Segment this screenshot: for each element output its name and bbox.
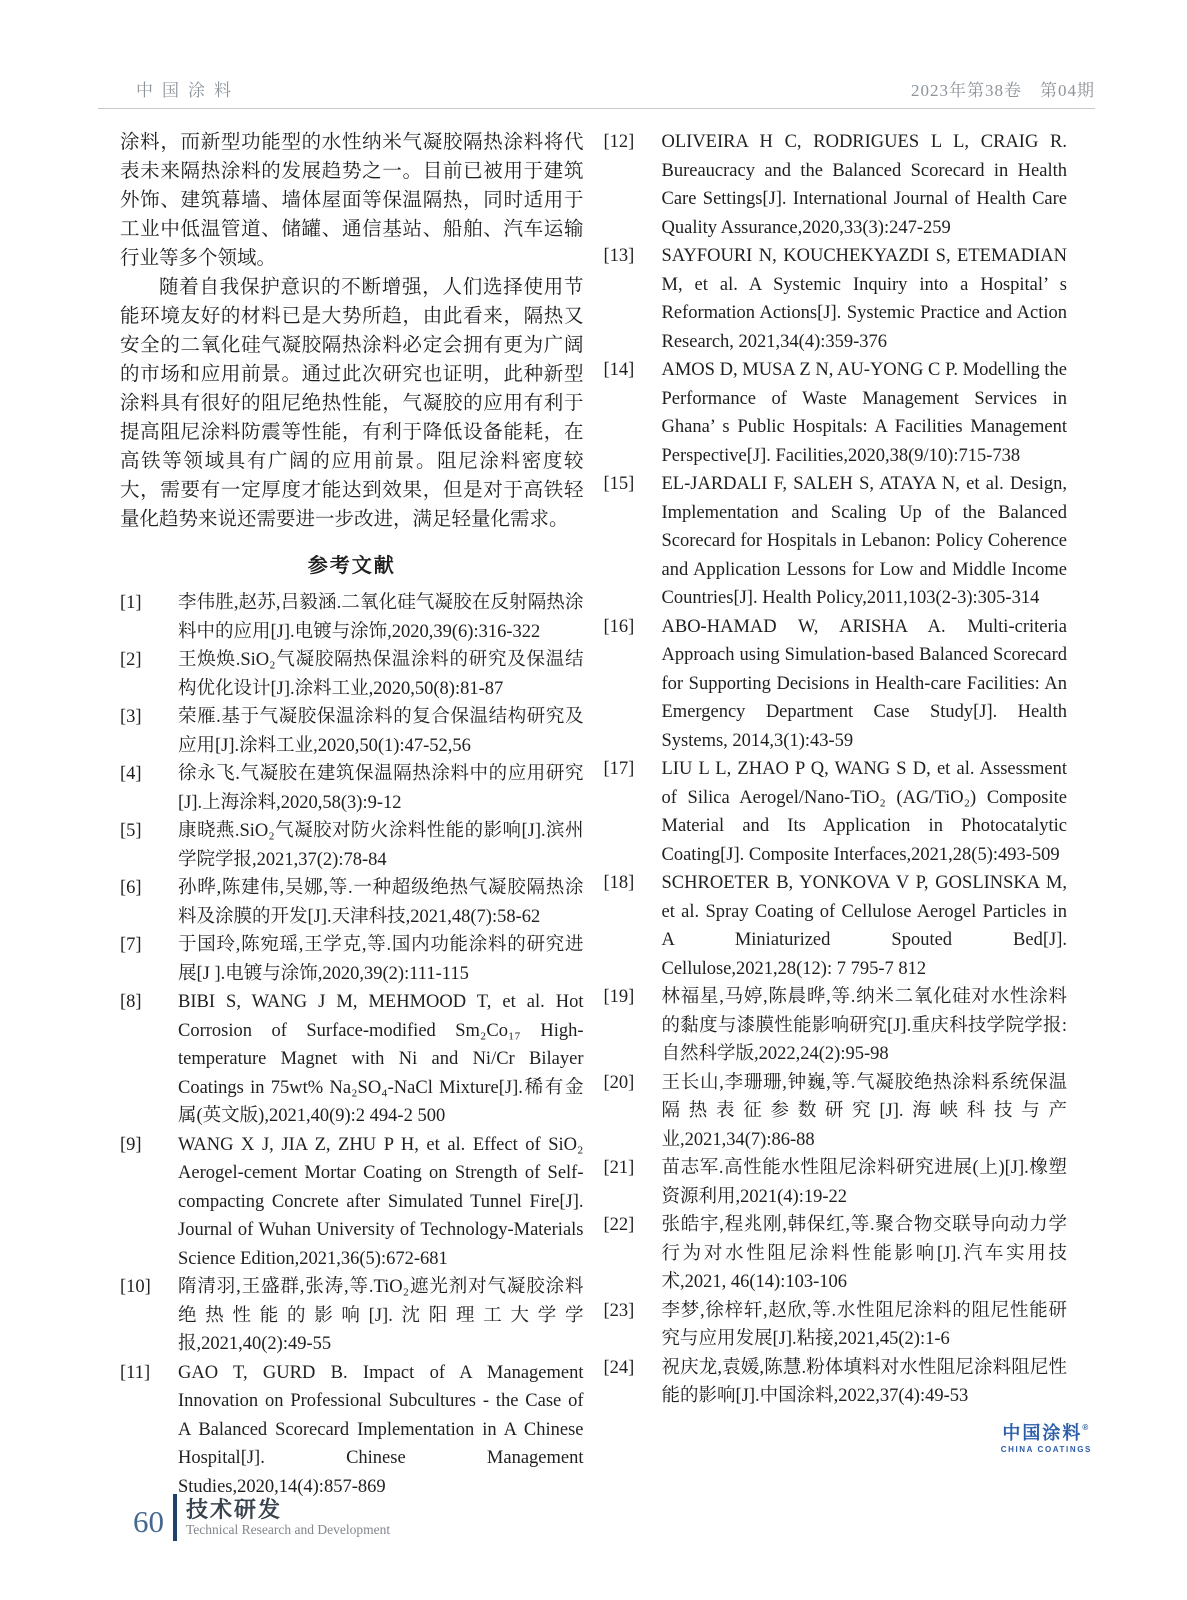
reference-number: [8] [120,992,142,1012]
reference-text: 祝庆龙,袁媛,陈慧.粉体填料对水性阻尼涂料阻尼性能的影响[J].中国涂料,2022,37(4):49-53 [661,1357,1067,1406]
reference-item [604,613,1068,756]
reference-number: [10] [120,1277,151,1297]
reference-item [120,760,584,817]
reference-item [120,817,584,874]
reference-item [120,1131,584,1274]
reference-item [604,983,1068,1069]
reference-number: [11] [120,1362,151,1383]
reference-item [604,128,1068,242]
body-paragraph-2: 随着自我保护意识的不断增强，人们选择使用节能环境友好的材料已是大势所趋，由此看来，隔热又安全的二氧化硅气凝胶隔热涂料必定会拥有更为广阔的市场和应用前景。通过此次研究也证明，此种新型涂料具有很好的阻尼绝热性能，气凝胶的应用有利于提高阻尼涂料防震等性能，有利于降低设备能耗，在高铁等领域具有广阔的应用前景。阻尼涂料密度较大，需要有一定厚度才能达到效果，但是对于高铁轻量化趋势来说还需要进一步改进，满足轻量化需求。 [120,277,584,530]
reference-text: 李梦,徐梓轩,赵欣,等.水性阻尼涂料的阻尼性能研究与应用发展[J].粘接,2021,45(2):1-6 [661,1300,1067,1349]
reference-number: [23] [603,1300,635,1321]
reference-text: AMOS D, MUSA Z N, AU-YONG C P. Modelling the Performance of Waste Management Services in Ghana’ s Public Hospitals: A Facilities Management Perspective[J]. Facilities,2020,38(9/10):715-738 [661,360,1067,466]
reference-number: [9] [120,1134,142,1155]
reference-text: 隋清羽,王盛群,张涛,等.TiO₂遮光剂对气凝胶涂料绝热性能的影响[J].沈阳理工大学学报,2021,40(2):49-55 [178,1277,584,1354]
reference-text: 李伟胜,赵苏,吕毅涵.二氧化硅气凝胶在反射隔热涂料中的应用[J].电镀与涂饰,2020,39(6):316-322 [178,593,584,642]
page-header [98,76,1095,109]
reference-item [604,869,1068,983]
reference-text: BIBI S, WANG J M, MEHMOOD T, et al. Hot Corrosion of Surface-modified Sm₂Co₁₇ High-temperature Magnet with Ni and Ni/Cr Bilayer Coatings in 75wt% Na₂SO₄-NaCl Mixture[J].稀有金属(英文版),2021,40(9):2 494-2 500 [178,992,584,1126]
reference-item [120,874,584,931]
reference-text: 王焕焕.SiO₂气凝胶隔热保温涂料的研究及保温结构优化设计[J].涂料工业,2020,50(8):81-87 [178,650,584,699]
reference-number: [24] [603,1357,635,1378]
reference-text: 张皓宇,程兆刚,韩保红,等.聚合物交联导向动力学行为对水性阻尼涂料性能影响[J].汽车实用技术,2021, 46(14):103-106 [661,1215,1067,1292]
reference-text: 林福星,马婷,陈晨晔,等.纳米二氧化硅对水性涂料的黏度与漆膜性能影响研究[J].重庆科技学院学报:自然科学版,2022,24(2):95-98 [661,987,1067,1064]
reference-item [120,646,584,703]
reference-text: 康晓燕.SiO₂气凝胶对防火涂料性能的影响[J].滨州学院学报,2021,37(2):78-84 [178,821,584,870]
reference-item [604,755,1068,869]
reference-item [604,356,1068,470]
reference-item [604,1069,1068,1155]
logo-trademark: ® [1082,1423,1091,1432]
reference-item [120,931,584,988]
reference-text: 王长山,李珊珊,钟巍,等.气凝胶绝热涂料系统保温隔热表征参数研究[J].海峡科技与产业,2021,34(7):86-88 [661,1072,1067,1150]
china-coatings-logo [1001,1424,1092,1455]
reference-number: [5] [120,821,142,841]
reference-item [604,242,1068,356]
reference-item [120,1273,584,1359]
reference-text: EL-JARDALI F, SALEH S, ATAYA N, et al. Design, Implementation and Scaling Up of the Balanced Scorecard for Hospitals in Lebanon: Policy Coherence and Application Lessons for Low and Middle Income Countries[J]. Health Policy,2011,103(2-3):305-314 [661,474,1067,608]
reference-number: [21] [603,1158,635,1178]
reference-item [604,1297,1068,1354]
reference-number: [19] [603,987,635,1007]
footer-divider-bar [173,1494,177,1541]
issue-info: 2023年第38卷 第04期 [911,81,1095,100]
reference-number: [17] [603,759,635,779]
reference-item [604,470,1068,613]
reference-text: 荣雁.基于气凝胶保温涂料的复合保温结构研究及应用[J].涂料工业,2020,50(1):47-52,56 [178,707,584,756]
reference-text: 徐永飞.气凝胶在建筑保温隔热涂料中的应用研究[J].上海涂料,2020,58(3):9-12 [178,764,584,813]
reference-item [120,1359,584,1502]
left-column [120,128,584,1501]
reference-text: WANG X J, JIA Z, ZHU P H, et al. Effect of SiO₂ Aerogel-cement Mortar Coating on Strength of Self-compacting Concrete after Simulated Tunnel Fire[J]. Journal of Wuhan University of Technology-Materials Science Edition,2021,36(5):672-681 [178,1134,584,1269]
reference-text: ABO-HAMAD W, ARISHA A. Multi-criteria Approach using Simulation-based Balanced Scorecard for Supporting Decisions in Health-care Facilities: An Emergency Department Case Study[J]. Health Systems, 2014,3(1):43-59 [661,616,1067,751]
journal-name: 中国涂料 [136,81,240,100]
reference-number: [4] [120,764,142,784]
logo-name-en: CHINA COATINGS [1000,1444,1092,1454]
reference-text: 苗志军.高性能水性阻尼涂料研究进展(上)[J].橡塑资源利用,2021(4):19-22 [661,1158,1067,1207]
reference-number: [14] [603,360,635,380]
footer-section-titles [186,1497,390,1538]
reference-text: SCHROETER B, YONKOVA V P, GOSLINSKA M, et al. Spray Coating of Cellulose Aerogel Particles in A Miniaturized Spouted Bed[J]. Cellulose,2021,28(12): 7 795-7 812 [661,873,1067,979]
reference-text: OLIVEIRA H C, RODRIGUES L L, CRAIG R. Bureaucracy and the Balanced Scorecard in Health Care Settings[J]. International Journal of Health Care Quality Assurance,2020,33(3):247-259 [661,132,1067,238]
reference-text: 孙晔,陈建伟,吴娜,等.一种超级绝热气凝胶隔热涂料及涂膜的开发[J].天津科技,2021,48(7):58-62 [178,878,584,927]
reference-text: LIU L L, ZHAO P Q, WANG S D, et al. Assessment of Silica Aerogel/Nano-TiO₂ (AG/TiO₂) Composite Material and Its Application in Photocatalytic Coating[J]. Composite Interfaces,2021,28(5):493-509 [661,759,1067,865]
body-paragraph-1: 涂料，而新型功能型的水性纳米气凝胶隔热涂料将代表未来隔热涂料的发展趋势之一。目前已被用于建筑外饰、建筑幕墙、墙体屋面等保温隔热，同时适用于工业中低温管道、储罐、通信基站、船舶、汽车运输行业等多个领域。 [120,132,584,269]
reference-text: 于国玲,陈宛瑶,王学克,等.国内功能涂料的研究进展[J ].电镀与涂饰,2020,39(2):111-115 [178,935,584,984]
reference-number: [6] [120,878,142,898]
reference-item [604,1354,1068,1411]
reference-number: [18] [603,873,635,893]
reference-item [120,589,584,646]
reference-number: [2] [120,650,142,670]
references-list-right [604,128,1068,1411]
reference-number: [15] [603,474,635,494]
logo-name-cn: 中国涂料® [1002,1423,1091,1443]
reference-number: [7] [120,935,142,955]
reference-text: SAYFOURI N, KOUCHEKYAZDI S, ETEMADIAN M, et al. A Systemic Inquiry into a Hospital’ s Reformation Actions[J]. Systemic Practice and Action Research, 2021,34(4):359-376 [661,246,1067,352]
section-title-cn: 技术研发 [186,1496,283,1522]
reference-number: [22] [603,1215,635,1235]
page-content [120,128,1067,1501]
references-heading: 参考文献 [307,555,396,577]
references-list-left [120,589,584,1501]
reference-item [604,1211,1068,1297]
reference-number: [20] [603,1072,635,1093]
section-title-en: Technical Research and Development [186,1522,391,1538]
page-number: 60 [133,1504,164,1539]
reference-number: [1] [120,593,142,613]
reference-number: [3] [120,707,142,727]
page-footer [133,1494,390,1541]
reference-item [120,703,584,760]
reference-item [120,988,584,1131]
reference-number: [12] [603,132,635,152]
reference-number: [13] [603,246,635,266]
right-column [604,128,1068,1411]
reference-number: [16] [603,616,635,637]
reference-item [604,1154,1068,1211]
reference-text: GAO T, GURD B. Impact of A Management Innovation on Professional Subcultures - the Case of A Balanced Scorecard Implementation in A Chinese Hospital[J]. Chinese Management Studies,2020,14(4):857-869 [178,1362,584,1497]
